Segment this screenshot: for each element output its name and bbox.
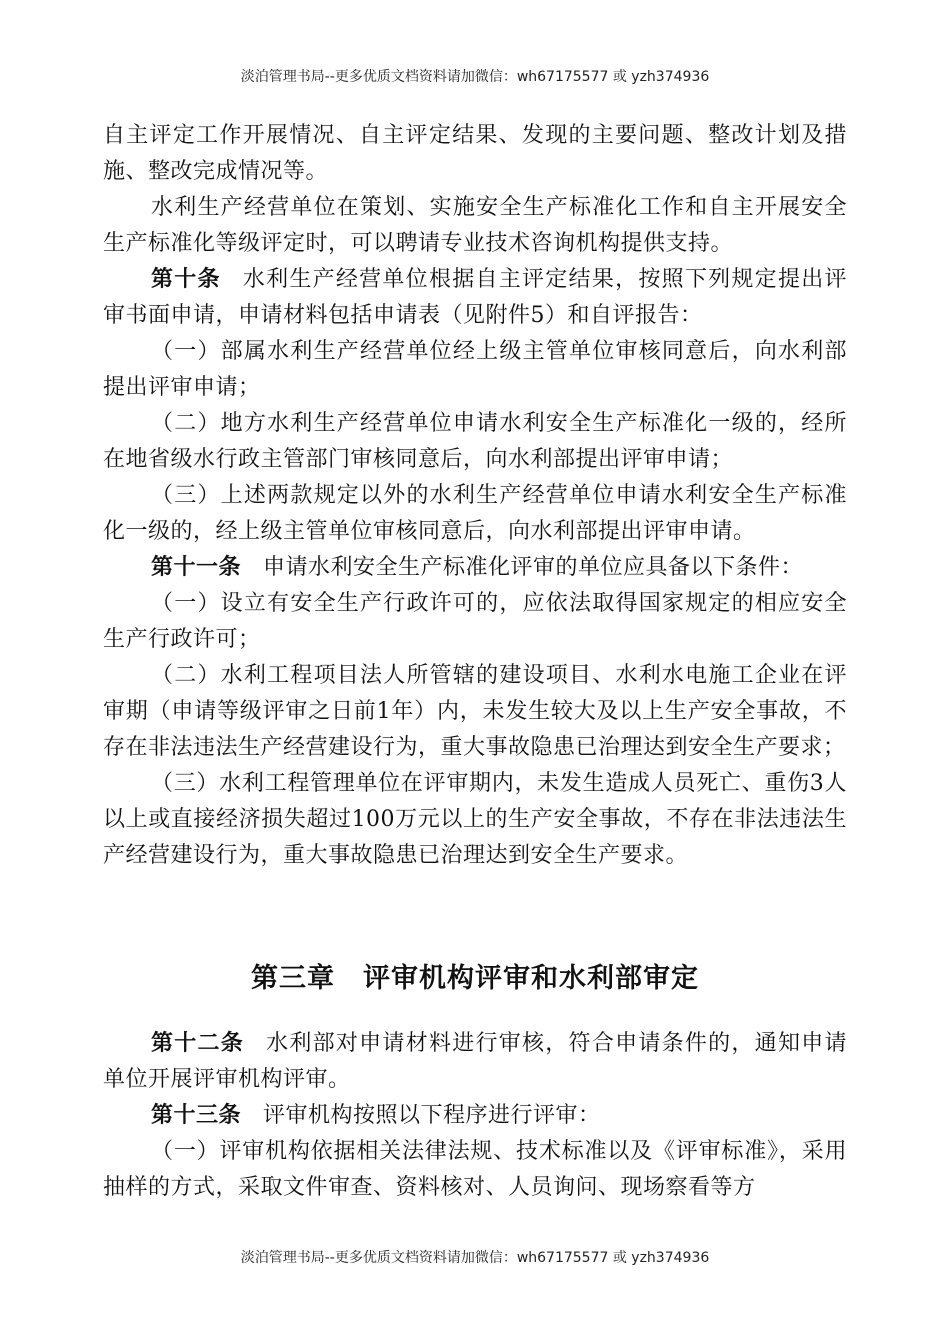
article-13 (103, 1098, 847, 1134)
article-10 (103, 262, 847, 334)
document-body (103, 118, 847, 874)
paragraph: 水利生产经营单位在策划、实施安全生产标准化工作和自主开展安全生产标准化等级评定时，可以聘请专业技术咨询机构提供支持。 (103, 195, 847, 256)
article-label: 第十一条 (151, 555, 242, 580)
article-label: 第十三条 (151, 1103, 242, 1128)
list-item: （二）地方水利生产经营单位申请水利安全生产标准化一级的，经所在地省级水行政主管部门审核同意后，向水利部提出评审申请； (103, 411, 847, 472)
article-11 (103, 550, 847, 586)
article-label: 第十二条 (151, 1031, 245, 1056)
list-item: （二）水利工程项目法人所管辖的建设项目、水利水电施工企业在评审期（申请等级评审之日前1年）内，未发生较大及以上生产安全事故，不存在非法违法生产经营建设行为，重大事故隐患已治理达到安全生产要求； (103, 663, 847, 760)
paragraph: 自主评定工作开展情况、自主评定结果、发现的主要问题、整改计划及措施、整改完成情况等。 (103, 123, 847, 184)
list-item: （三）水利工程管理单位在评审期内，未发生造成人员死亡、重伤3人以上或直接经济损失超过100万元以上的生产安全事故，不存在非法违法生产经营建设行为，重大事故隐患已治理达到安全生产要求。 (103, 771, 847, 868)
article-text: 水利部对申请材料进行审核，符合申请条件的，通知申请单位开展评审机构评审。 (103, 1031, 847, 1092)
page-header: 淡泊管理书局--更多优质文档资料请加微信：wh67175577 或 yzh374936 (240, 69, 710, 85)
chapter-title: 评审机构评审和水利部审定 (363, 963, 699, 994)
article-label: 第十条 (151, 267, 221, 292)
list-item: （三）上述两款规定以外的水利生产经营单位申请水利安全生产标准化一级的，经上级主管单位审核同意后，向水利部提出评审申请。 (103, 483, 847, 544)
document-body-continued (103, 1026, 847, 1206)
article-12 (103, 1026, 847, 1098)
article-text: 评审机构按照以下程序进行评审： (263, 1103, 601, 1128)
list-item: （一）部属水利生产经营单位经上级主管单位审核同意后，向水利部提出评审申请； (103, 339, 847, 400)
list-item: （一）评审机构依据相关法律法规、技术标准以及《评审标准》，采用抽样的方式，采取文件审查、资料核对、人员询问、现场察看等方 (103, 1139, 847, 1200)
article-text: 水利生产经营单位根据自主评定结果，按照下列规定提出评审书面申请，申请材料包括申请表（见附件5）和自评报告： (103, 267, 847, 328)
page-footer: 淡泊管理书局--更多优质文档资料请加微信：wh67175577 或 yzh374936 (240, 1250, 710, 1266)
list-item: （一）设立有安全生产行政许可的，应依法取得国家规定的相应安全生产行政许可； (103, 591, 847, 652)
chapter-heading (0, 956, 950, 995)
article-text: 申请水利安全生产标准化评审的单位应具备以下条件： (263, 555, 804, 580)
chapter-number: 第三章 (251, 963, 335, 994)
